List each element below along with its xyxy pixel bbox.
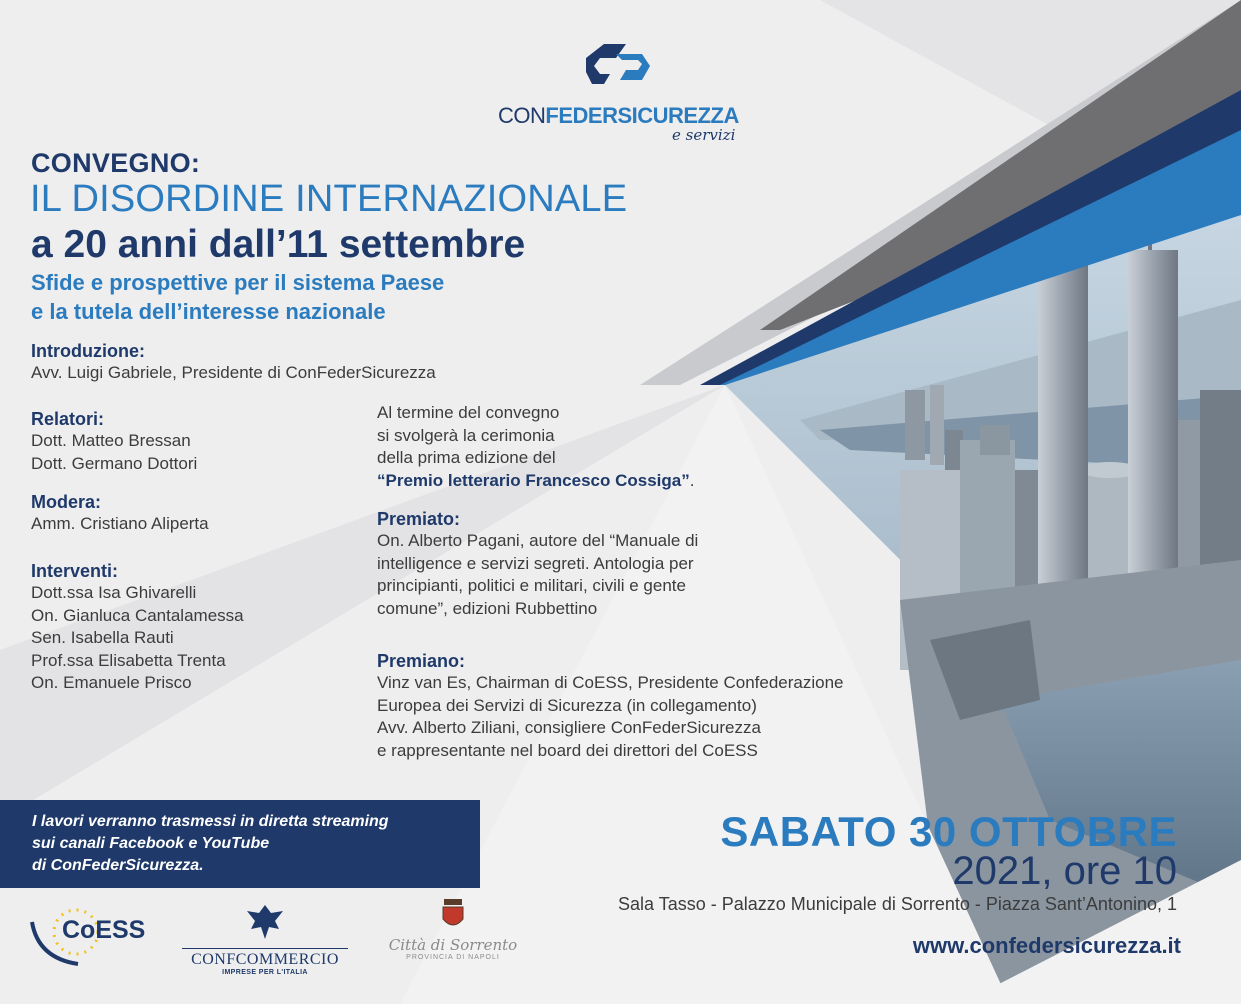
tagline-line: Sfide e prospettive per il sistema Paese [31,270,445,295]
section-interventi [31,561,244,695]
streaming-banner [0,800,480,888]
confcommercio-name: CONFCOMMERCIO [182,948,348,969]
tagline-line: e la tutela dell’interesse nazionale [31,299,386,324]
section-line: Europea dei Servizi di Sicurezza (in collegamento) [377,695,757,715]
section-relatori [31,409,197,475]
section-line: Amm. Cristiano Aliperta [31,514,209,533]
section-premiato [377,509,698,620]
section-line: e rappresentante nel board dei direttori del CoESS [377,740,758,760]
section-line: intelligence e servizi segreti. Antologia per [377,553,694,573]
eagle-icon [245,903,285,943]
section-line: On. Emanuele Prisco [31,673,192,693]
section-introduzione [31,341,436,385]
website-link[interactable]: www.confedersicurezza.it [912,933,1181,958]
ceremony-block [377,402,694,492]
section-line: Avv. Luigi Gabriele, Presidente di ConFederSicurezza [31,363,436,382]
section-line: Dott. Matteo Bressan [31,431,191,450]
prize-period: . [689,470,695,490]
streaming-line: sui canali Facebook e YouTube [32,835,270,852]
section-title: Relatori: [31,409,105,429]
confedersicurezza-logo-icon [586,36,656,94]
ceremony-line: Al termine del convegno [377,403,560,422]
prize-title: “Premio letterario Francesco Cossiga” [377,470,690,490]
coess-logo [28,898,148,970]
section-title: Interventi: [31,561,119,581]
logo-subtitle: e servizi [672,126,736,144]
ceremony-line: della prima edizione del [377,448,556,468]
section-line: Prof.ssa Elisabetta Trenta [31,650,226,670]
event-year-time: 2021, ore 10 [952,849,1177,893]
section-premiano [377,651,844,762]
confedersicurezza-logo-text: CONFEDERSICUREZZA [498,103,739,128]
event-subtitle: a 20 anni dall’11 settembre [31,223,526,266]
section-title: Modera: [31,492,102,512]
section-modera [31,492,209,536]
event-day: SABATO 30 OTTOBRE [720,808,1177,855]
event-venue: Sala Tasso - Palazzo Municipale di Sorrento - Piazza Sant’Antonino, 1 [618,894,1177,914]
coess-logo-text: CoESS [62,916,146,944]
section-title: Introduzione: [31,341,145,361]
sorrento-name: Città di Sorrento [388,936,518,954]
ceremony-line: si svolgerà la cerimonia [377,425,555,445]
confcommercio-tagline: IMPRESE PER L'ITALIA [222,969,308,976]
section-line: Avv. Alberto Ziliani, consigliere ConFederSicurezza [377,718,761,738]
event-tagline [31,268,444,326]
confcommercio-logo [182,903,348,975]
section-line: Sen. Isabella Rauti [31,628,174,648]
section-line: On. Gianluca Cantalamessa [31,605,244,625]
streaming-line: I lavori verranno trasmessi in diretta streaming [32,813,389,830]
section-line: Dott.ssa Isa Ghivarelli [31,583,197,602]
section-line: comune”, edizioni Rubbettino [377,598,598,618]
section-line: Vinz van Es, Chairman di CoESS, Presidente Confederazione [377,673,844,692]
coat-of-arms-icon [441,897,465,931]
prize-name [377,470,694,493]
sorrento-province: PROVINCIA DI NAPOLI [406,954,500,961]
event-title: IL DISORDINE INTERNAZIONALE [30,178,628,220]
sorrento-logo [383,897,523,973]
section-line: principianti, politici e militari, civili e gente [377,576,686,596]
section-title: Premiato: [377,509,461,529]
streaming-line: di ConFederSicurezza. [32,857,204,874]
section-line: Dott. Germano Dottori [31,453,198,473]
section-title: Premiano: [377,651,466,671]
convegno-label: CONVEGNO: [31,148,201,178]
section-line: On. Alberto Pagani, autore del “Manuale di [377,531,699,550]
